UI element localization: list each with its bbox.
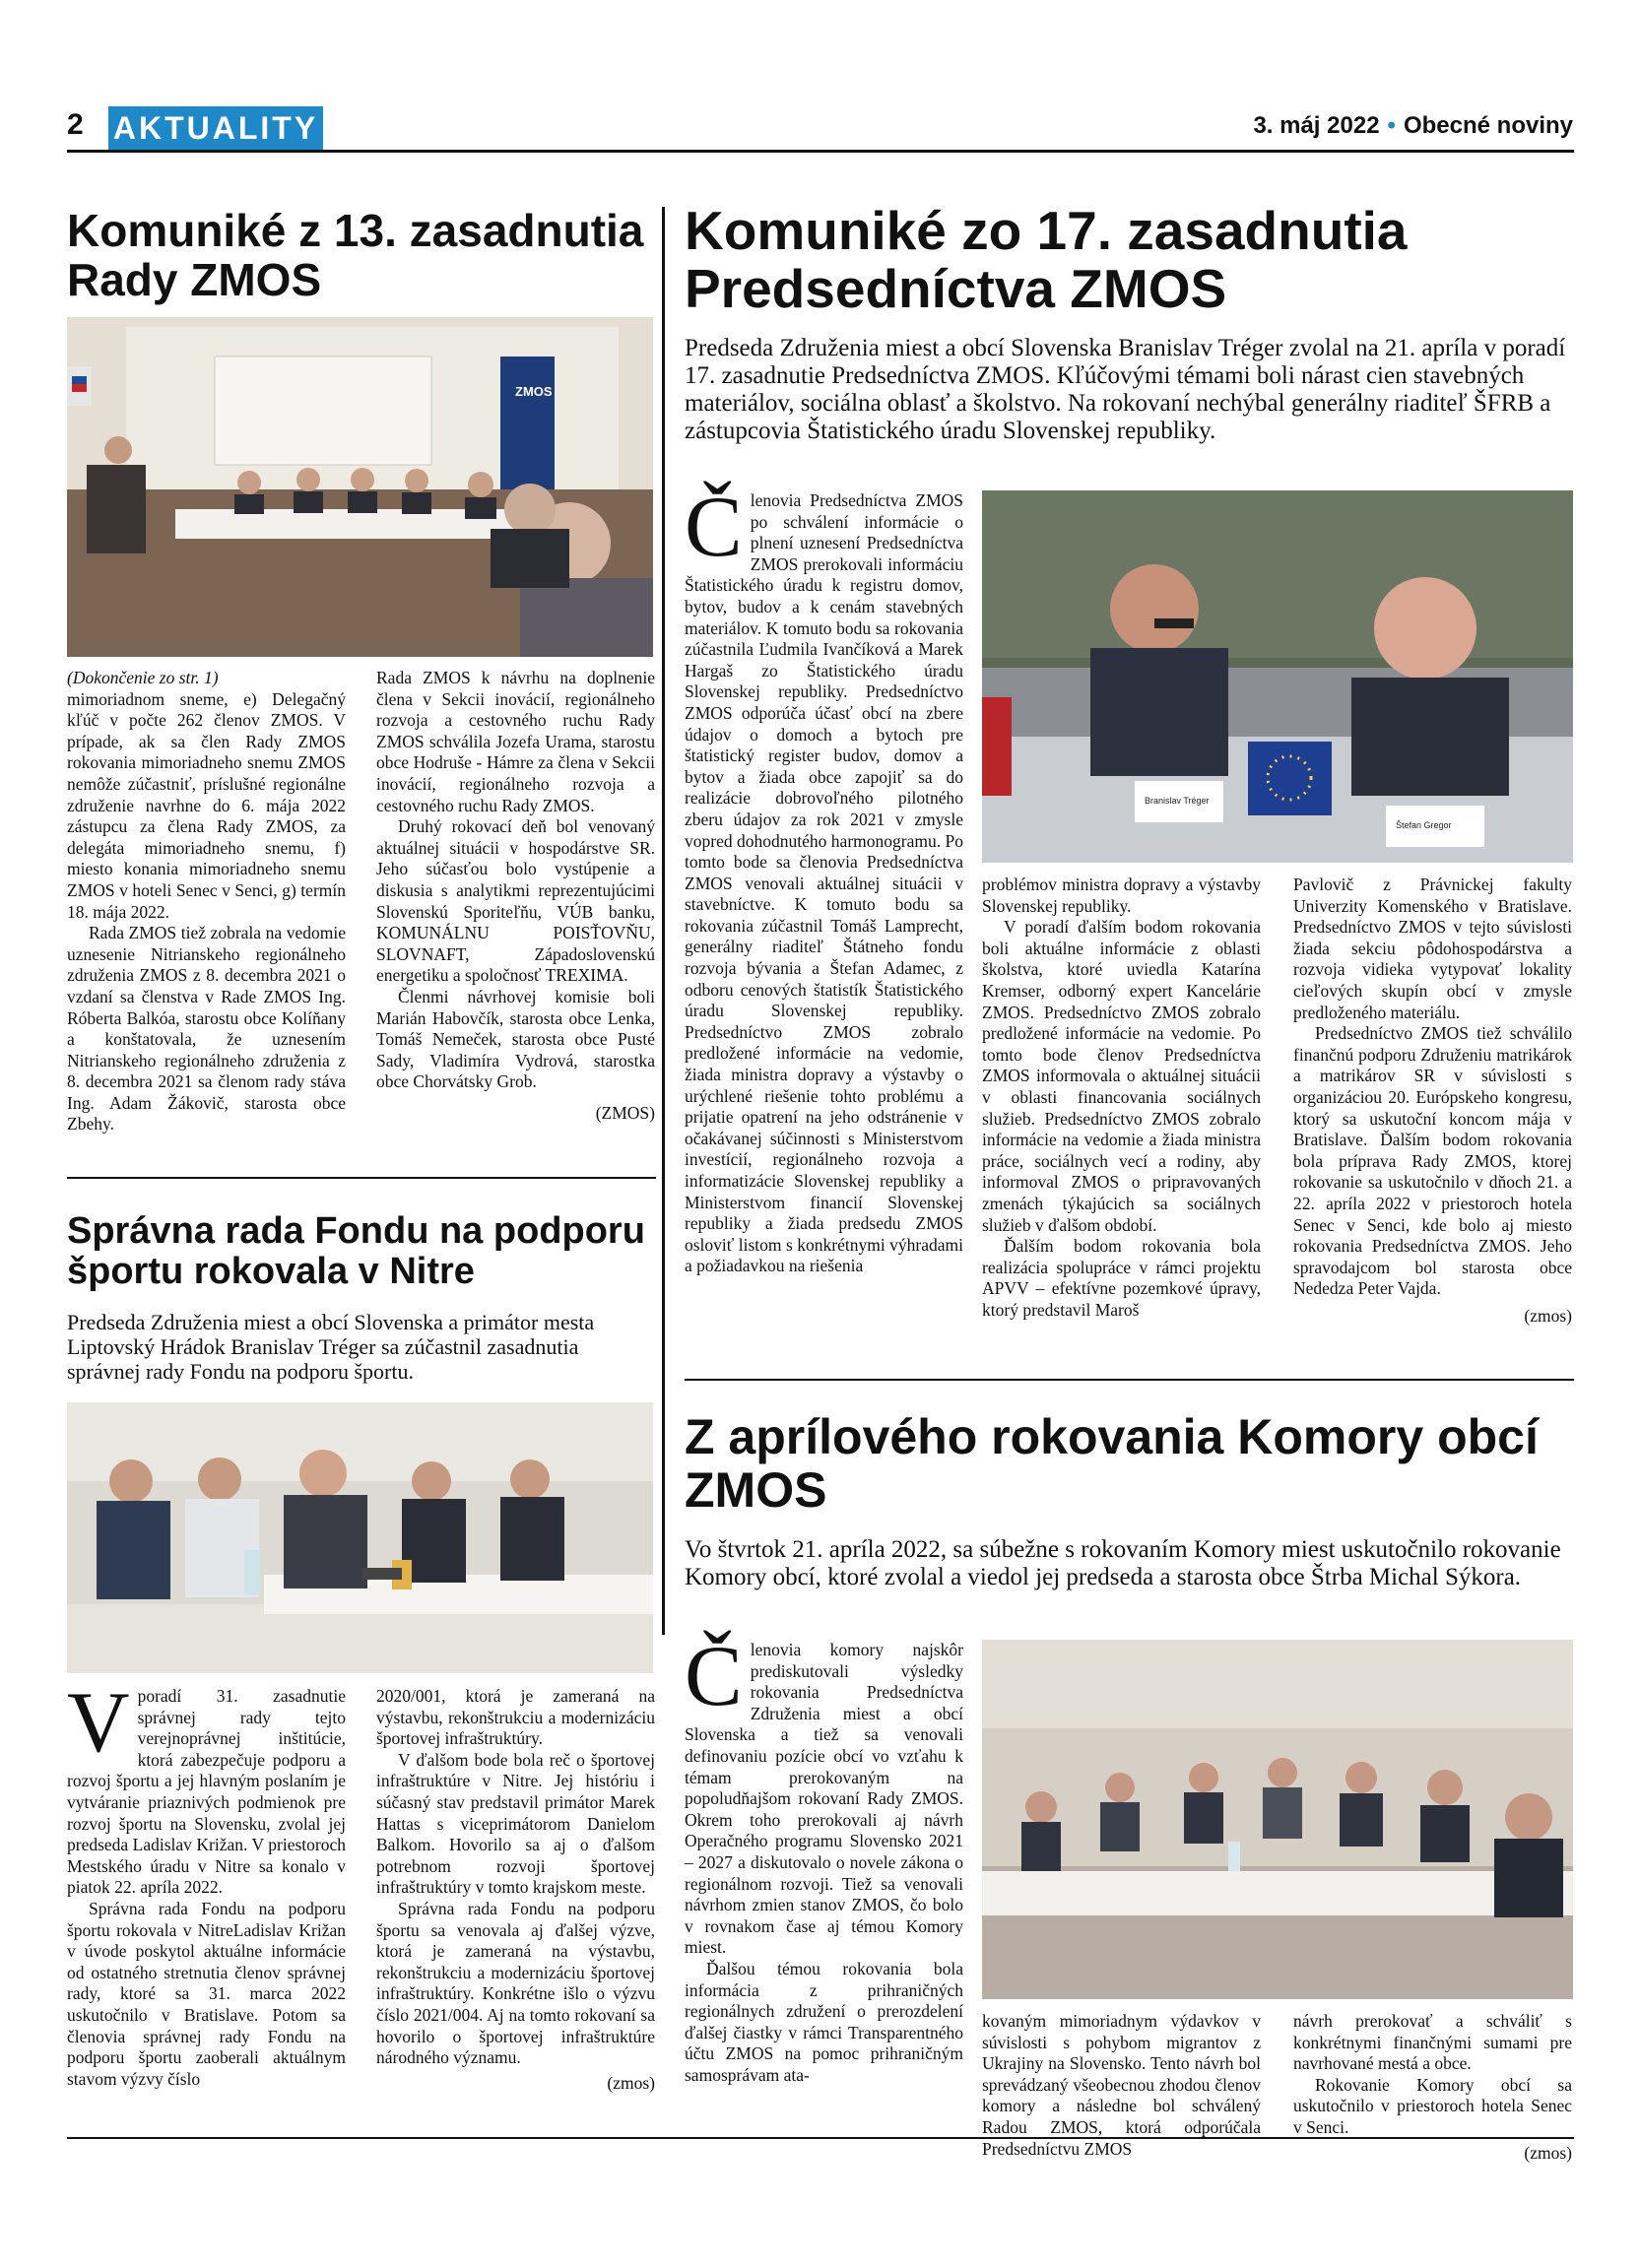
article2-paragraph: Ďalším bodom rokovania bola realizácia spolupráce v rámci projektu APVV – efektívne pozemkové úpravy, ktorý predstavil Maroš: [982, 1236, 1261, 1320]
article2-byline: (zmos): [1524, 1305, 1572, 1326]
article2-title: Komuniké zo 17. zasadnutia Predsedníctva ZMOS: [685, 200, 1408, 320]
article4-column-1: [685, 1629, 963, 2086]
article2-column-2: [982, 875, 1261, 1321]
article1-paragraph: mimoriadnom sneme, e) Delegačný kľúč v počte 262 členov ZMOS. V prípade, ak sa člen Rady ZMOS rokovania mimoriadneho snemu ZMOS nemôže zúčastniť, príslušné regionálne združenie navrhne do 6. mája 2022 zástupcu za člena Rady ZMOS, za delegáta mimoriadneho snemu, f) miesto konania mimoriadneho snemu ZMOS v hoteli Senec v Senci, g) termín 18. mája 2022.: [67, 688, 346, 922]
article2-paragraph: lenovia Predsedníctva ZMOS po schválení informácie o plnení uznesení Predsedníctva ZMOS prerokovali informáciu Štatistického úradu k registru domov, bytov, budov a k cenám stavebných materiálov. K tomuto bodu sa rokovania zúčastnila Ľudmila Ivančíková a Marek Hargaš zo Štatistického úradu Slovenskej republiky. Predsedníctvo ZMOS odporúča účasť obcí na zbere údajov o domoch a bytoch pre štatistický register budov, domov a bytov a žiada obce zapojiť sa do realizácie dobrovoľného pilotného zberu údajov za rok 2021 v zmysle vopred dohodnutého harmonogramu. Po tomto bode sa členovia Predsedníctva ZMOS venovali aktuálnej situácii v stavebníctve. K tomuto bodu sa rokovania zúčastnil Tomáš Lamprecht, generálny riaditeľ Štátneho fondu rozvoja bývania a Štefan Adamec, z odboru cenových štatistík Štatistického úradu Slovenskej republiky. Predsedníctvo ZMOS zobralo predložené informácie na vedomie, žiada ministra dopravy a výstavby o urýchlené riešenie tohto problému a prijatie opatrení na jeho odstránenie v očakávanej súčinnosti s Ministerstvom investícií, regionálneho rozvoja a informatizácie Slovenskej republiky a Ministerstvom financií Slovenskej republiky a žiada predsedu ZMOS osloviť listom s konkrétnymi výhradami a požiadavkou na riešenia: [685, 490, 963, 1276]
article3-lead: Predseda Združenia miest a obcí Slovenska a primátor mesta Liptovský Hrádok Branislav Tréger sa zúčastnil zasadnutia správnej rady Fondu na podporu športu.: [67, 1310, 595, 1384]
article1-continuation-note: (Dokončenie zo str. 1): [67, 668, 219, 687]
column-divider: [662, 207, 665, 1403]
article2-drop-cap: Č: [685, 480, 743, 575]
article4-paragraph: kovaným mimoriadnym výdavkov v súvislosti s pohybom migrantov z Ukrajiny na Slovensko. Tento návrh bol sprevádzaný všeobecnou zhodou členov komory a následne bol schválený Radou ZMOS, ktorá odporúčala Predsedníctvu ZMOS: [982, 2011, 1261, 2159]
article1-paragraph: Rada ZMOS k návrhu na doplnenie člena v Sekcii inovácií, regionálneho rozvoja a cestovného ruchu Rady ZMOS schválila Jozefa Urama, starostu obce Hodruše - Hámre za člena v Sekcii inovácií, regionálneho rozvoja a cestovného ruchu Rady ZMOS.: [376, 668, 655, 815]
footer-rule: [67, 2137, 1574, 2139]
article3-column-2: [376, 1686, 655, 2094]
council-meeting-photo: [67, 317, 653, 657]
article2-column-1: [685, 480, 963, 1277]
article3-title: Správna rada Fondu na podporu športu rokovala v Nitre: [67, 1210, 645, 1293]
article2-paragraph: problémov ministra dopravy a výstavby Slovenskej republiky.: [982, 875, 1261, 916]
article4-lead: Vo štvrtok 21. apríla 2022, sa súbežne s rokovaním Komory miest uskutočnilo rokovanie Komory obcí, ktoré zvolal a viedol jej predseda a starosta obce Štrba Michal Sýkora.: [685, 1536, 1561, 1590]
article4-paragraph: návrh prerokovať a schváliť s konkrétnymi finančnými sumami pre navrhované mestá a obce.: [1293, 2011, 1572, 2074]
article4-photo: [982, 1640, 1573, 1999]
article3-photo: [67, 1402, 653, 1673]
article1-photo: [67, 317, 653, 657]
article4-title: Z aprílového rokovania Komory obcí ZMOS: [685, 1409, 1539, 1518]
header-rule: [67, 150, 1574, 153]
article4-paragraph: Rokovanie Komory obcí sa uskutočnilo v priestoroch hotela Senec v Senci.: [1293, 2074, 1572, 2137]
article3-paragraph: poradí 31. zasadnutie správnej rady tejto verejnoprávnej inštitúcie, ktorá zabezpečuje podporu a rozvoj športu a jej hlavným poslaním je vytváranie priaznivých podmienok pre rozvoj športu na Slovensku, zvolal jej predseda Ladislav Križan. V priestoroch Mestského úradu v Nitre sa konalo v piatok 22. apríla 2022.: [67, 1686, 346, 1898]
section-label: AKTUALITY: [108, 106, 323, 150]
article3-paragraph: 2020/001, ktorá je zameraná na výstavbu, rekonštrukciu a modernizáciu športovej infraštruktúry.: [376, 1686, 655, 1749]
article2-paragraph: Pavlovič z Právnickej fakulty Univerzity Komenského v Bratislave. Predsedníctvo ZMOS v tejto súvislosti žiada sekciu pôdohospodárstva a rozvoja vidieka vytypovať lokality cieľových skupín obcí v zmysle predloženého materiálu.: [1293, 875, 1572, 1022]
article2-lead: Predseda Združenia miest a obcí Slovenska Branislav Tréger zvolal na 21. apríla v poradí 17. zasadnutie Predsedníctva ZMOS. Kľúčovými témami boli nárast cien stavebných materiálov, sociálna oblasť a školstvo. Na rokovaní nechýbal generálny riaditeľ ŠFRB a zástupcovia Štatistického úradu Slovenskej republiky.: [685, 335, 1566, 444]
article4-byline: (zmos): [1524, 2142, 1572, 2163]
article-separator: [67, 1177, 656, 1179]
separator-dot: •: [1387, 112, 1396, 139]
issue-date: 3. máj 2022: [1253, 112, 1380, 139]
article2-paragraph: V poradí ďalším bodom rokovania boli aktuálne informácie z oblasti školstva, ktoré uviedla Katarína Kremser, odborný expert Kancelárie ZMOS. Predsedníctvo ZMOS zobralo predložené informácie na vedomie. Po tomto bode členov Predsedníctva ZMOS informovala o aktuálnej situácii v oblasti financovania sociálnych služieb. Predsedníctvo ZMOS zobralo informácie na vedomie a žiada ministra práce, sociálnych vecí a rodiny, aby informoval ZMOS o pripravovaných zmenách týkajúcich sa sociálnych služieb v ďalšom období.: [982, 917, 1261, 1235]
column-divider-lower: [662, 1403, 665, 1635]
article1-paragraph: Druhý rokovací deň bol venovaný aktuálnej situácii v hospodárstve SR. Jeho súčasťou bolo vystúpenie a diskusia s analytikmi reprezentujúcimi Slovenskú Sporiteľňu, VÚB banku, KOMUNÁLNU POISŤOVŇU, SLOVNAFT, Západoslovenskú energetiku a spoločnosť TREXIMA.: [376, 816, 655, 986]
article4-drop-cap: Č: [685, 1629, 743, 1724]
article3-column-1: [67, 1675, 346, 2090]
zmos-logo: ZMOS: [515, 384, 553, 399]
article3-drop-cap: V: [67, 1675, 130, 1771]
article1-paragraph: Členmi návrhovej komisie boli Marián Habovčík, starosta obce Lenka, Tomáš Nemeček, starosta obce Pusté Sady, Vladimíra Vydrová, starostka obce Chorvátsky Grob.: [376, 986, 655, 1092]
publication-name: Obecné noviny: [1403, 112, 1573, 139]
article3-paragraph: Správna rada Fondu na podporu športu sa venovala aj ďalšej výzve, ktorá je zameraná na výstavbu, rekonštrukciu a modernizáciu športovej infraštruktúry. Konkrétne išlo o výzvu číslo 2021/004. Aj na tomto rokovaní sa hovorilo o športovej infraštruktúre národného významu.: [376, 1898, 655, 2068]
article3-paragraph: V ďalšom bode bola reč o športovej infraštruktúre v Nitre. Jej históriu i súčasný stav predstavil primátor Marek Hattas s viceprimátorom Danielom Balkom. Hovorilo sa aj o ďalšom potrebnom rozvoji športovej infraštruktúry v tomto krajskom meste.: [376, 1749, 655, 1898]
sports-fund-meeting-photo: [67, 1402, 653, 1673]
page-number: 2: [67, 108, 84, 141]
article2-photo: [982, 490, 1573, 863]
article1-title: Komuniké z 13. zasadnutia Rady ZMOS: [67, 205, 644, 305]
article1-byline: (ZMOS): [595, 1102, 655, 1123]
dateline: [1253, 112, 1573, 140]
presidium-meeting-photo: [982, 490, 1573, 863]
article1-paragraph: Rada ZMOS tiež zobrala na vedomie uznesenie Nitrianskeho regionálneho združenia ZMOS z 8. decembra 2021 o vzdaní sa členstva v Rade ZMOS Ing. Róberta Balkóa, starostu obce Kolíňany a konštatovala, že uznesením Nitrianskeho regionálneho združenia z 8. decembra 2021 sa členom rady stáva Ing. Adam Žákovič, starosta obce Zbehy.: [67, 923, 346, 1134]
article1-column-2: [376, 668, 655, 1124]
article1-column-1: [67, 668, 346, 1135]
article3-paragraph: Správna rada Fondu na podporu športu rokovala v NitreLadislav Križan v úvode poskytol aktuálne informácie od ostatného stretnutia členov správnej rady, ktoré sa 31. marca 2022 uskutočnilo v Bratislave. Potom sa členovia správnej rady Fondu na podporu športu zaoberali aktuálnym stavom výzvy číslo: [67, 1898, 346, 2089]
nameplate-right: Štefan Gregor: [1396, 820, 1452, 830]
article4-paragraph: Ďalšou témou rokovania bola informácia z prihraničných regionálnych združení o prerozdelení ďalšej čiastky v rámci Transparentného účtu ZMOS na pomoc prihraničným samosprávam ata-: [685, 1958, 963, 2085]
article2-paragraph: Predsedníctvo ZMOS tiež schválilo finančnú podporu Združeniu matrikárok a matrikárov SR v súvislosti s organizáciou 20. Európskeho kongresu, ktorý sa uskutoční koncom mája v Bratislave. Ďalším bodom rokovania bola príprava Rady ZMOS, ktorej rokovanie sa uskutočnilo v dňoch 21. a 22. apríla 2022 v priestoroch hotela Senec v Senci, kde bolo aj miesto rokovania Predsedníctva ZMOS. Jeho spravodajcom bol starosta obce Nededza Peter Vajda.: [1293, 1023, 1572, 1299]
nameplate-left: Branislav Tréger: [1145, 796, 1210, 806]
article2-column-3: [1293, 875, 1572, 1327]
article-separator: [685, 1379, 1574, 1381]
article4-paragraph: lenovia komory najskôr prediskutovali výsledky rokovania Predsedníctva Združenia miest a obcí Slovenska a tiež sa venovali definovaniu pozície obcí vo vzťahu k témam prerokovaným na popoludňajšom rokovaní Rady ZMOS. Okrem toho prerokovali aj návrh Operačného programu Slovensko 2021 – 2027 a diskutovalo o novele zákona o regionálnom rozvoji. Tiež sa venovali návrhom zmien stanov ZMOS, čo bolo v rovnakom čase aj témou Komory miest.: [685, 1640, 963, 1958]
chamber-of-municipalities-photo: [982, 1640, 1573, 1999]
article3-byline: (zmos): [607, 2072, 655, 2093]
article4-column-3: [1293, 2011, 1572, 2164]
